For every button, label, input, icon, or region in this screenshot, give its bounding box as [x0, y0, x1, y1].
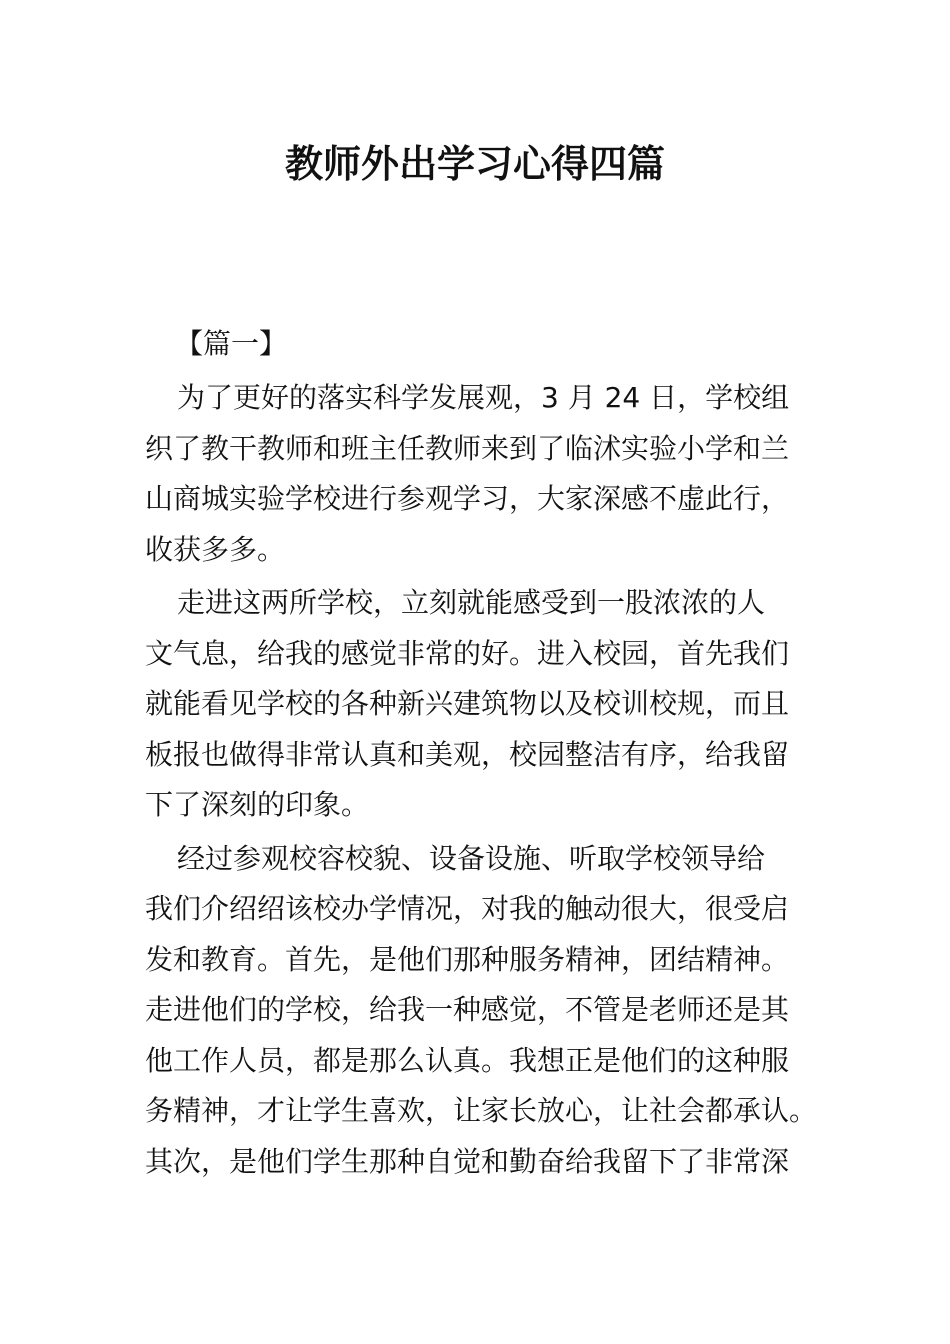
paragraph-line: 板报也做得非常认真和美观，校园整洁有序，给我留 [145, 737, 790, 771]
paragraph-line: 山商城实验学校进行参观学习，大家深感不虚此行， [145, 482, 790, 515]
section-heading: 【篇一】 [175, 327, 288, 360]
paragraph-line: 发和教育。首先，是他们那种服务精神，团结精神。 [145, 942, 790, 976]
paragraph-line: 就能看见学校的各种新兴建筑物以及校训校规，而且 [145, 687, 790, 720]
paragraph-line: 经过参观校容校貌、设备设施、听取学校领导给 [177, 841, 766, 875]
document-title: 教师外出学习心得四篇 [284, 142, 665, 186]
paragraph-line: 走进他们的学校，给我一种感觉，不管是老师还是其 [145, 993, 790, 1026]
paragraph-line: 我们介绍绍该校办学情况，对我的触动很大，很受启 [145, 892, 790, 925]
paragraph-line: 下了深刻的印象。 [145, 788, 370, 821]
paragraph-line: 其次，是他们学生那种自觉和勤奋给我留下了非常深 [145, 1144, 790, 1178]
paragraph-line: 为了更好的落实科学发展观，3 月 24 日，学校组 [177, 381, 790, 414]
paragraph-line: 走进这两所学校，立刻就能感受到一股浓浓的人 [177, 586, 766, 619]
paragraph-line: 务精神，才让学生喜欢，让家长放心，让社会都承认。 [145, 1094, 818, 1127]
paragraph-line: 织了教干教师和班主任教师来到了临沭实验小学和兰 [145, 431, 790, 465]
paragraph-line: 文气息，给我的感觉非常的好。进入校园，首先我们 [145, 636, 790, 670]
paragraph-line: 收获多多。 [145, 532, 286, 566]
paragraph-1 [145, 373, 835, 575]
paragraph-line: 他工作人员，都是那么认真。我想正是他们的这种服 [145, 1043, 790, 1077]
document-body [145, 373, 835, 1190]
paragraph-2 [145, 578, 835, 831]
paragraph-3 [145, 834, 835, 1188]
